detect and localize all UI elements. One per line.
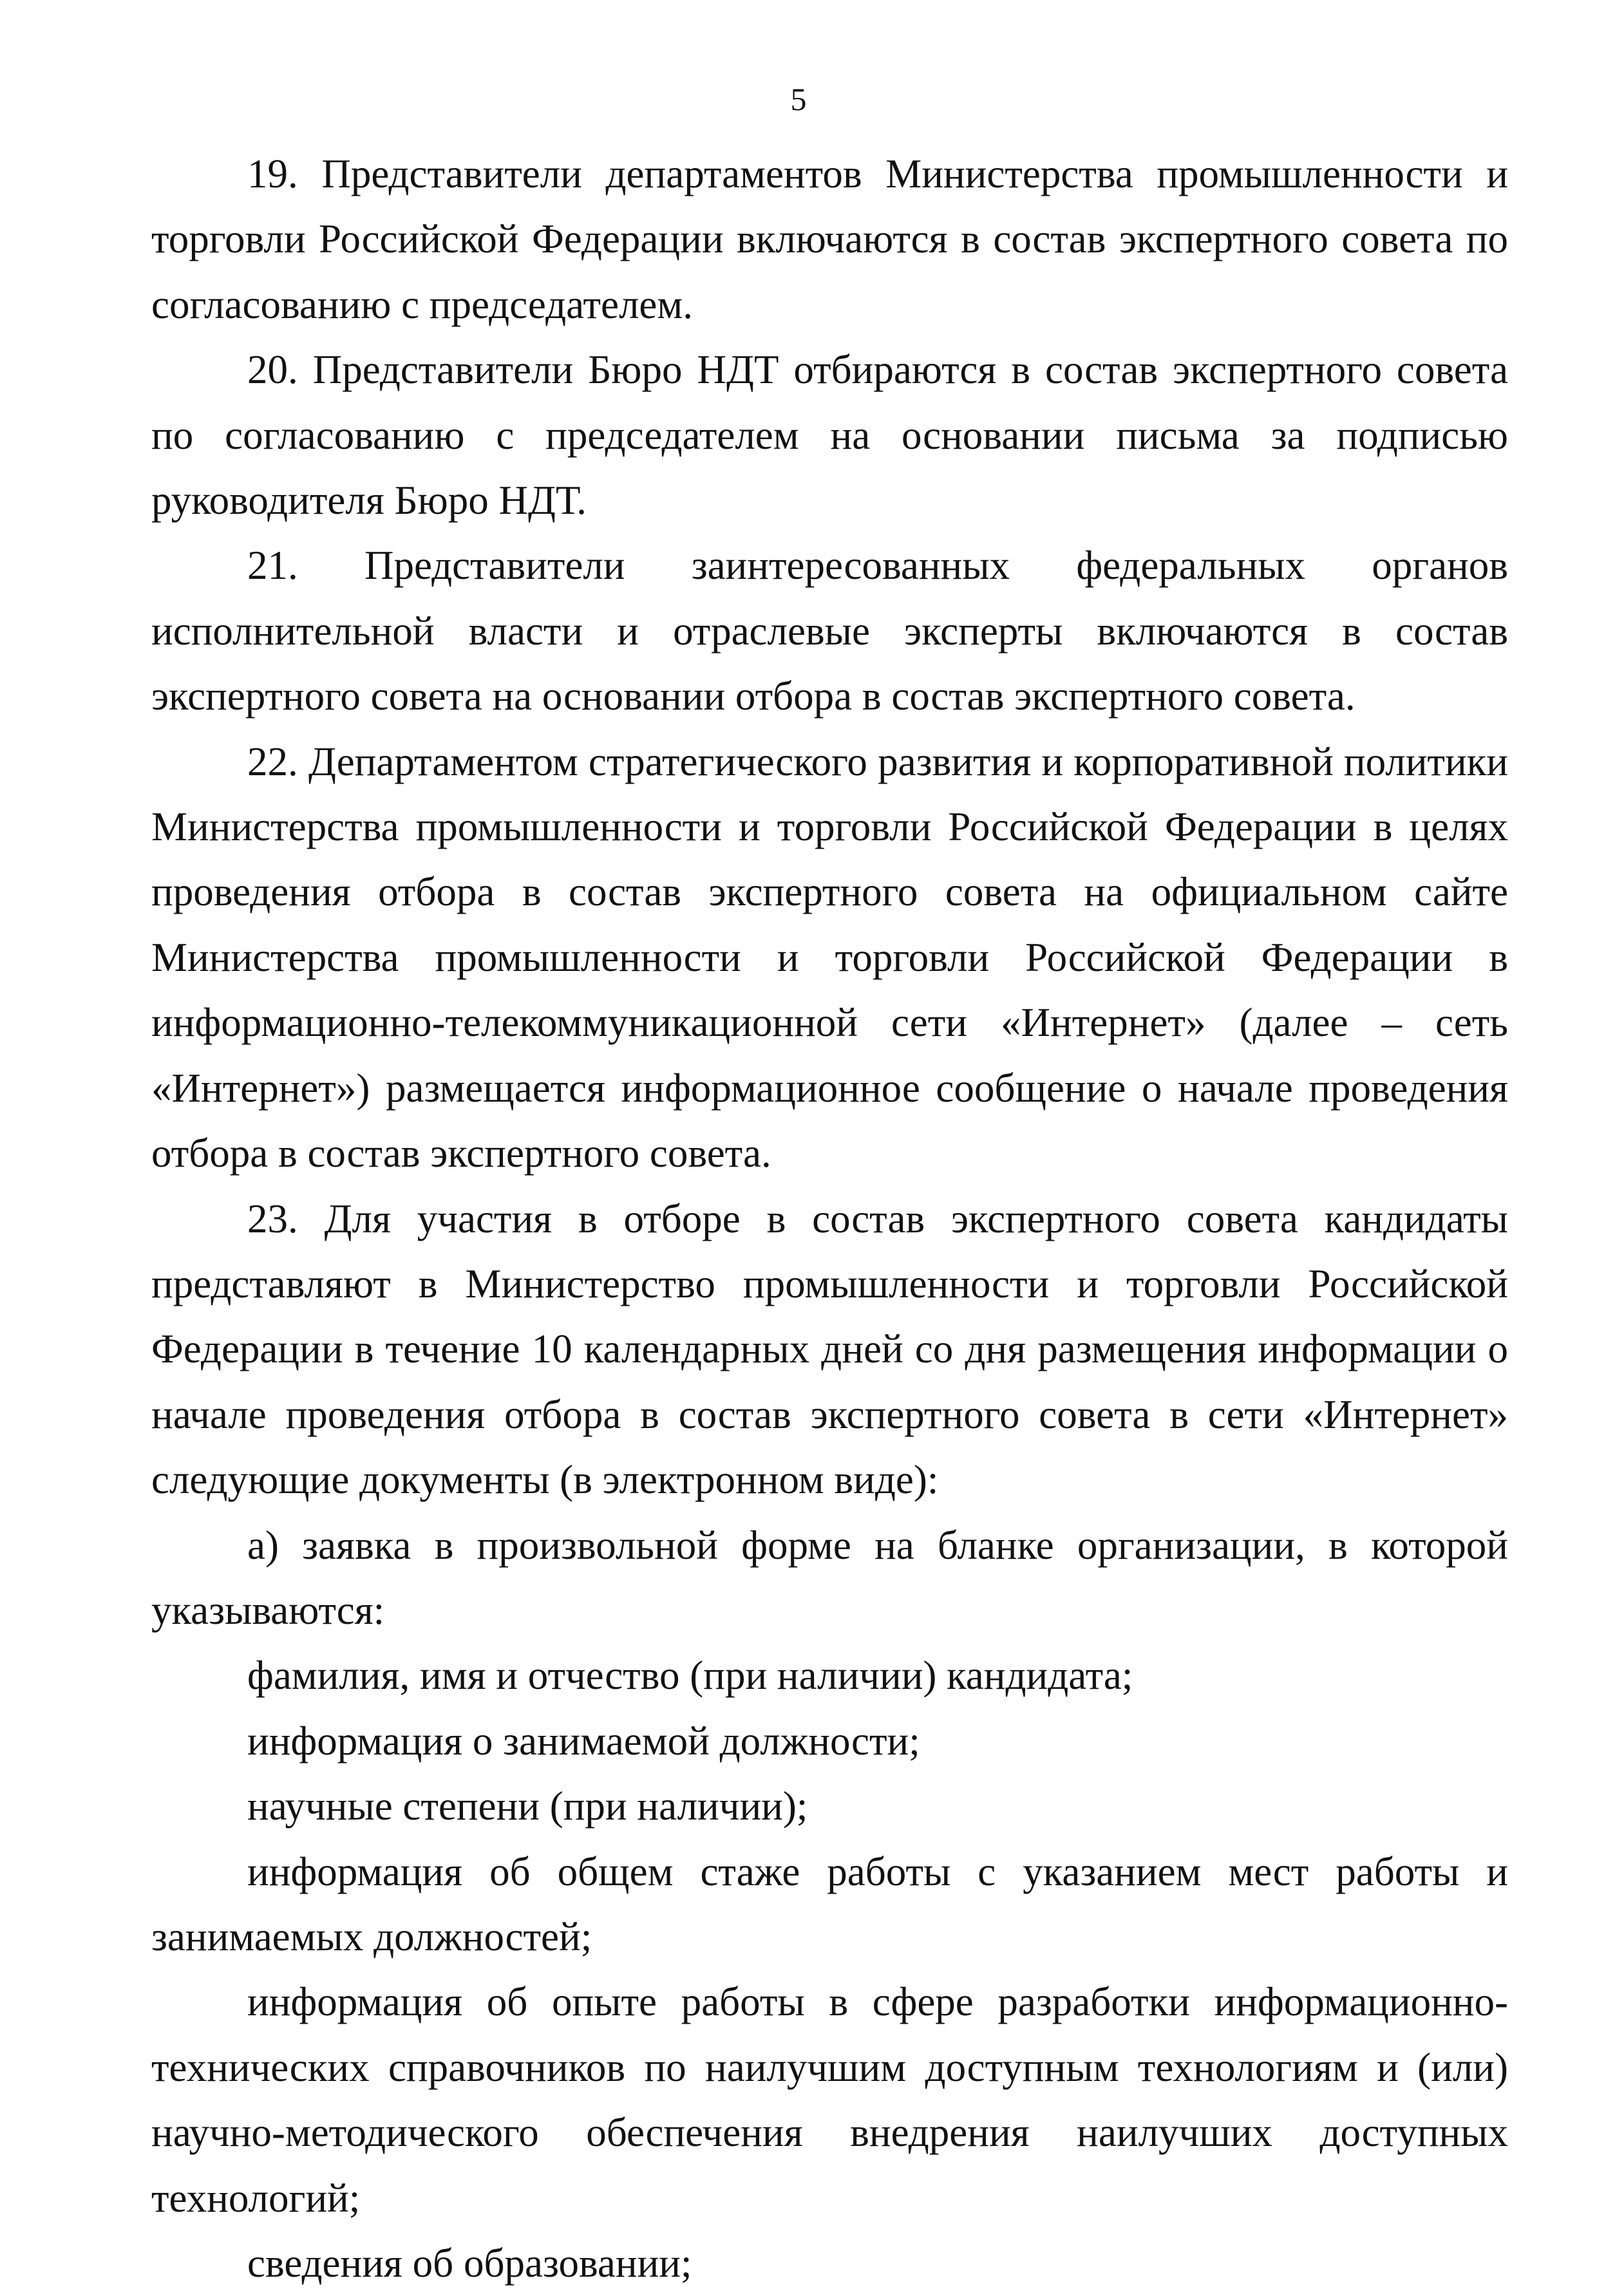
paragraph-19: 19. Представители департаментов Министерства промышленности и торговли Российской Федерации включаются в состав экспертного совета по согласованию с председателем. bbox=[151, 151, 1508, 327]
document-body bbox=[151, 142, 1508, 2296]
paragraph-20: 20. Представители Бюро НДТ отбираются в состав экспертного совета по согласованию с председателем на основании письма за подписью руководителя Бюро НДТ. bbox=[151, 347, 1508, 523]
list-item-position: информация о занимаемой должности; bbox=[247, 1718, 920, 1764]
list-item-full-name: фамилия, имя и отчество (при наличии) кандидата; bbox=[247, 1653, 1133, 1698]
page-number: 5 bbox=[790, 81, 807, 117]
paragraph-21: 21. Представители заинтересованных федеральных органов исполнительной власти и отраслевые эксперты включаются в состав экспертного совета на основании отбора в состав экспертного совета. bbox=[151, 543, 1508, 719]
list-item-education: сведения об образовании; bbox=[247, 2241, 692, 2286]
paragraph-23: 23. Для участия в отборе в состав экспертного совета кандидаты представляют в Министерство промышленности и торговли Российской Федерации в течение 10 календарных дней со дня размещения информации о начале проведения отбора в состав экспертного совета в сети «Интернет» следующие документы (в электронном виде): bbox=[151, 1196, 1508, 1503]
list-item-a: а) заявка в произвольной форме на бланке организации, в которой указываются: bbox=[151, 1522, 1508, 1633]
paragraph-22: 22. Департаментом стратегического развития и корпоративной политики Министерства промышленности и торговли Российской Федерации в целях проведения отбора в состав экспертного совета на официальном сайте Министерства промышленности и торговли Российской Федерации в информационно-телекоммуникационной сети «Интернет» (далее – сеть «Интернет») размещается информационное сообщение о начале проведения отбора в состав экспертного совета. bbox=[151, 739, 1508, 1176]
list-item-experience: информация об общем стаже работы с указанием мест работы и занимаемых должностей; bbox=[151, 1849, 1508, 1959]
list-item-degrees: научные степени (при наличии); bbox=[247, 1783, 808, 1829]
list-item-ndt-experience: информация об опыте работы в сфере разработки информационно-технических справочников по наилучшим доступным технологиям и (или) научно-методического обеспечения внедрения наилучших доступных технологий; bbox=[151, 1979, 1508, 2221]
